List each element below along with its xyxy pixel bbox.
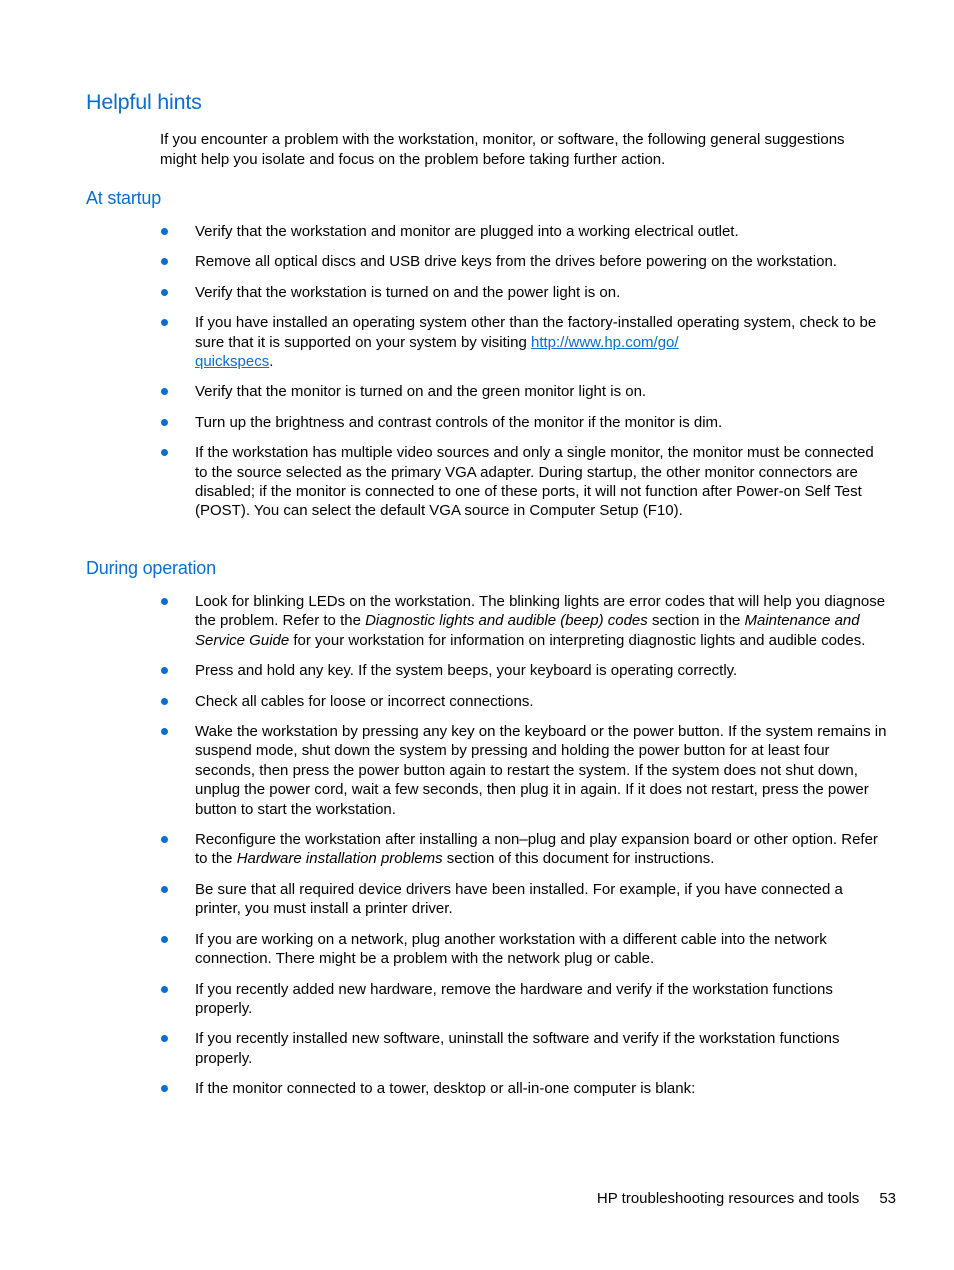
bullet-icon [161, 1035, 168, 1042]
list-item [160, 592, 890, 650]
bullet-icon [161, 886, 168, 893]
list-item [160, 722, 890, 819]
bullet-icon [161, 936, 168, 943]
list-item [160, 252, 890, 271]
bullet-icon [161, 319, 168, 326]
list-item-text: If you are working on a network, plug another workstation with a different cable into the network connection. There might be a problem with the network plug or cable. [195, 930, 827, 968]
list-item-text: Verify that the monitor is turned on and the green monitor light is on. [195, 383, 647, 401]
list-item [160, 222, 890, 241]
list-item [160, 443, 890, 521]
page-number: 53 [879, 1190, 896, 1207]
bullet-icon [161, 986, 168, 993]
list-item [160, 692, 890, 711]
italic-reference: Hardware installation problems [236, 850, 443, 868]
list-item [160, 413, 890, 432]
list-item-text: section of this document for instructions. [442, 850, 715, 868]
list-item [160, 283, 890, 302]
list-item-text: Look for blinking LEDs on the workstation. The blinking lights are error codes that will help you diagnose the problem. Refer to the [195, 593, 886, 630]
operation-list [160, 592, 890, 1110]
list-item-text: Remove all optical discs and USB drive keys from the drives before powering on the workstation. [195, 253, 837, 271]
footer-section-title: HP troubleshooting resources and tools [596, 1190, 860, 1207]
page-title: Helpful hints [86, 90, 202, 114]
list-item [160, 830, 890, 869]
list-item [160, 1079, 890, 1098]
list-item-text: Wake the workstation by pressing any key on the keyboard or the power button. If the system remains in suspend mode, shut down the system by pressing and holding the power button for at least four seconds, then press the power button again to restart the system. If the system does not shut down, unplug the power cord, wait a few seconds, then plug it in again. If it does not restart, press the power button to start the workstation. [195, 723, 887, 818]
bullet-icon [161, 1085, 168, 1092]
list-item [160, 1029, 890, 1068]
list-item-text: Verify that the workstation and monitor are plugged into a working electrical outlet. [195, 223, 739, 240]
page-footer [597, 1190, 896, 1207]
list-item-text: If you recently added new hardware, remove the hardware and verify if the workstation functions properly. [195, 980, 833, 1017]
startup-list [160, 222, 890, 532]
list-item-text: section in the [647, 612, 745, 630]
bullet-icon [161, 598, 168, 605]
bullet-icon [161, 449, 168, 456]
list-item-text: Reconfigure the workstation after installing a non–plug and play expansion board or other option. Refer to the [195, 831, 878, 868]
list-item [160, 382, 890, 401]
list-item [160, 880, 890, 919]
list-item-text: If you have installed an operating system other than the factory-installed operating system, check to be sure that it is supported on your system by visiting [195, 314, 877, 351]
bullet-icon [161, 228, 168, 235]
bullet-icon [161, 836, 168, 843]
bullet-icon [161, 419, 168, 426]
intro-paragraph: If you encounter a problem with the workstation, monitor, or software, the following general suggestions might help you isolate and focus on the problem before taking further action. [160, 131, 845, 168]
list-item-text: Verify that the workstation is turned on and the power light is on. [195, 283, 621, 301]
list-item-text: Be sure that all required device drivers have been installed. For example, if you have connected a printer, you must install a printer driver. [195, 880, 843, 918]
list-item [160, 930, 890, 969]
section-heading-during-operation: During operation [86, 558, 216, 578]
link-text-part2: quickspecs [195, 353, 270, 371]
list-item-text: for your workstation for information on interpreting diagnostic lights and audible codes. [289, 631, 866, 649]
list-item [160, 313, 890, 371]
section-heading-at-startup: At startup [86, 188, 162, 208]
bullet-icon [161, 728, 168, 735]
bullet-icon [161, 258, 168, 265]
bullet-icon [161, 388, 168, 395]
bullet-icon [161, 667, 168, 674]
list-item-text: If you recently installed new software, uninstall the software and verify if the workstation functions properly. [195, 1030, 840, 1067]
italic-reference: Diagnostic lights and audible (beep) codes [365, 612, 648, 630]
bullet-icon [161, 289, 168, 296]
list-item-text: Press and hold any key. If the system beeps, your keyboard is operating correctly. [195, 662, 738, 680]
list-item-text: Turn up the brightness and contrast controls of the monitor if the monitor is dim. [195, 413, 723, 431]
list-item-text: If the monitor connected to a tower, desktop or all-in-one computer is blank: [195, 1080, 696, 1098]
list-item-text-end: . [269, 353, 274, 371]
link-text-part1: http://www.hp.com/go/ [530, 333, 679, 351]
list-item [160, 980, 890, 1019]
list-item-text: If the workstation has multiple video sources and only a single monitor, the monitor must be connected to the source selected as the primary VGA adapter. During startup, the other monitor connectors are disabled; if the monitor is connected to one of these ports, it will not function after Power-on Self Test (POST). You can select the default VGA source in Computer Setup (F10). [195, 444, 874, 520]
bullet-icon [161, 698, 168, 705]
italic-reference: Maintenance and Service Guide [195, 612, 860, 649]
list-item-text: Check all cables for loose or incorrect connections. [195, 692, 534, 710]
list-item [160, 661, 890, 680]
